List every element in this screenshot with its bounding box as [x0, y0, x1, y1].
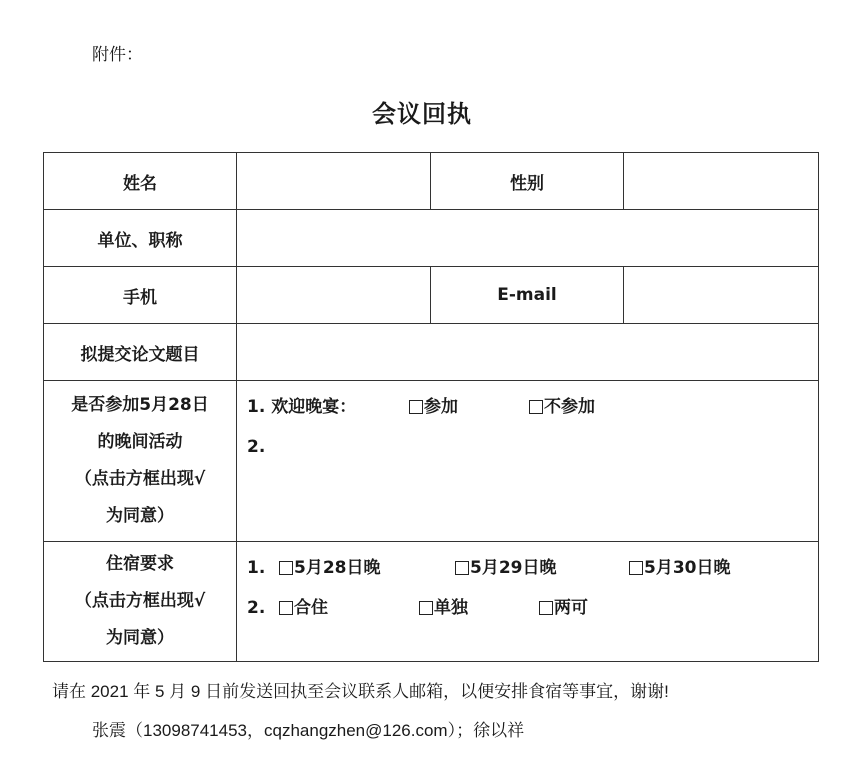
row-paper-title [44, 324, 819, 381]
evening-label-line: 是否参加5月28日 [71, 395, 209, 415]
lodging-label-line: 住宿要求 [106, 554, 174, 574]
form-title: 会议回执 [372, 100, 472, 128]
phone-field[interactable] [237, 267, 431, 324]
contact-info: 张震（13098741453，cqzhangzhen@126.com）；徐以祥 [92, 721, 525, 740]
row-lodging [44, 542, 819, 662]
phone-label: 手机 [44, 267, 237, 324]
evening-option-line-2 [247, 427, 818, 467]
night-29-checkbox[interactable] [455, 561, 469, 575]
shared-room-label: 合住 [294, 598, 328, 618]
evening-label-line: （点击方框出现√ [74, 469, 206, 489]
email-field[interactable] [624, 267, 819, 324]
evening-label-line: 的晚间活动 [97, 432, 183, 452]
email-label: E-mail [431, 267, 624, 324]
evening-activity-label [44, 381, 237, 542]
lodging-label [44, 542, 237, 662]
lodging-item-1-label: 1. [247, 558, 266, 578]
org-title-label: 单位、职称 [44, 210, 237, 267]
attend-label: 参加 [424, 397, 458, 417]
night-28-label: 5月28日晚 [294, 558, 381, 578]
night-30-checkbox[interactable] [629, 561, 643, 575]
evening-label-line: 为同意） [106, 506, 174, 526]
gender-field[interactable] [624, 153, 819, 210]
name-field[interactable] [237, 153, 431, 210]
attend-option[interactable] [409, 387, 458, 427]
submission-note: 请在 2021 年 5 月 9 日前发送回执至会议联系人邮箱，以便安排食宿等事宜，谢谢! [52, 682, 669, 701]
lodging-option-line-1 [247, 548, 818, 588]
paper-title-label: 拟提交论文题目 [44, 324, 237, 381]
night-30-label: 5月30日晚 [644, 558, 731, 578]
evening-options [237, 381, 819, 542]
night-29-option[interactable] [455, 548, 557, 588]
not-attend-checkbox[interactable] [529, 400, 543, 414]
welcome-dinner-label: 1. 欢迎晚宴： [247, 397, 357, 417]
lodging-item-2-label: 2. [247, 598, 266, 618]
either-room-checkbox[interactable] [539, 601, 553, 615]
row-name-gender [44, 153, 819, 210]
not-attend-option[interactable] [529, 387, 595, 427]
item-2-label: 2. [247, 437, 266, 457]
row-phone-email [44, 267, 819, 324]
either-room-option[interactable] [539, 588, 588, 628]
shared-room-option[interactable] [279, 588, 328, 628]
shared-room-checkbox[interactable] [279, 601, 293, 615]
org-title-field[interactable] [237, 210, 819, 267]
not-attend-label: 不参加 [544, 397, 595, 417]
lodging-option-line-2 [247, 588, 818, 628]
name-label: 姓名 [44, 153, 237, 210]
evening-option-line-1 [247, 387, 818, 427]
lodging-label-line: 为同意） [106, 628, 174, 648]
single-room-label: 单独 [434, 598, 468, 618]
night-29-label: 5月29日晚 [470, 558, 557, 578]
night-28-option[interactable] [279, 548, 381, 588]
row-org-title [44, 210, 819, 267]
attend-checkbox[interactable] [409, 400, 423, 414]
gender-label: 性别 [431, 153, 624, 210]
lodging-label-line: （点击方框出现√ [74, 591, 206, 611]
lodging-options [237, 542, 819, 662]
attachment-label: 附件： [92, 45, 143, 65]
night-30-option[interactable] [629, 548, 731, 588]
reply-form-table [43, 152, 819, 662]
night-28-checkbox[interactable] [279, 561, 293, 575]
either-room-label: 两可 [554, 598, 588, 618]
single-room-checkbox[interactable] [419, 601, 433, 615]
paper-title-field[interactable] [237, 324, 819, 381]
row-evening-activity [44, 381, 819, 542]
single-room-option[interactable] [419, 588, 468, 628]
